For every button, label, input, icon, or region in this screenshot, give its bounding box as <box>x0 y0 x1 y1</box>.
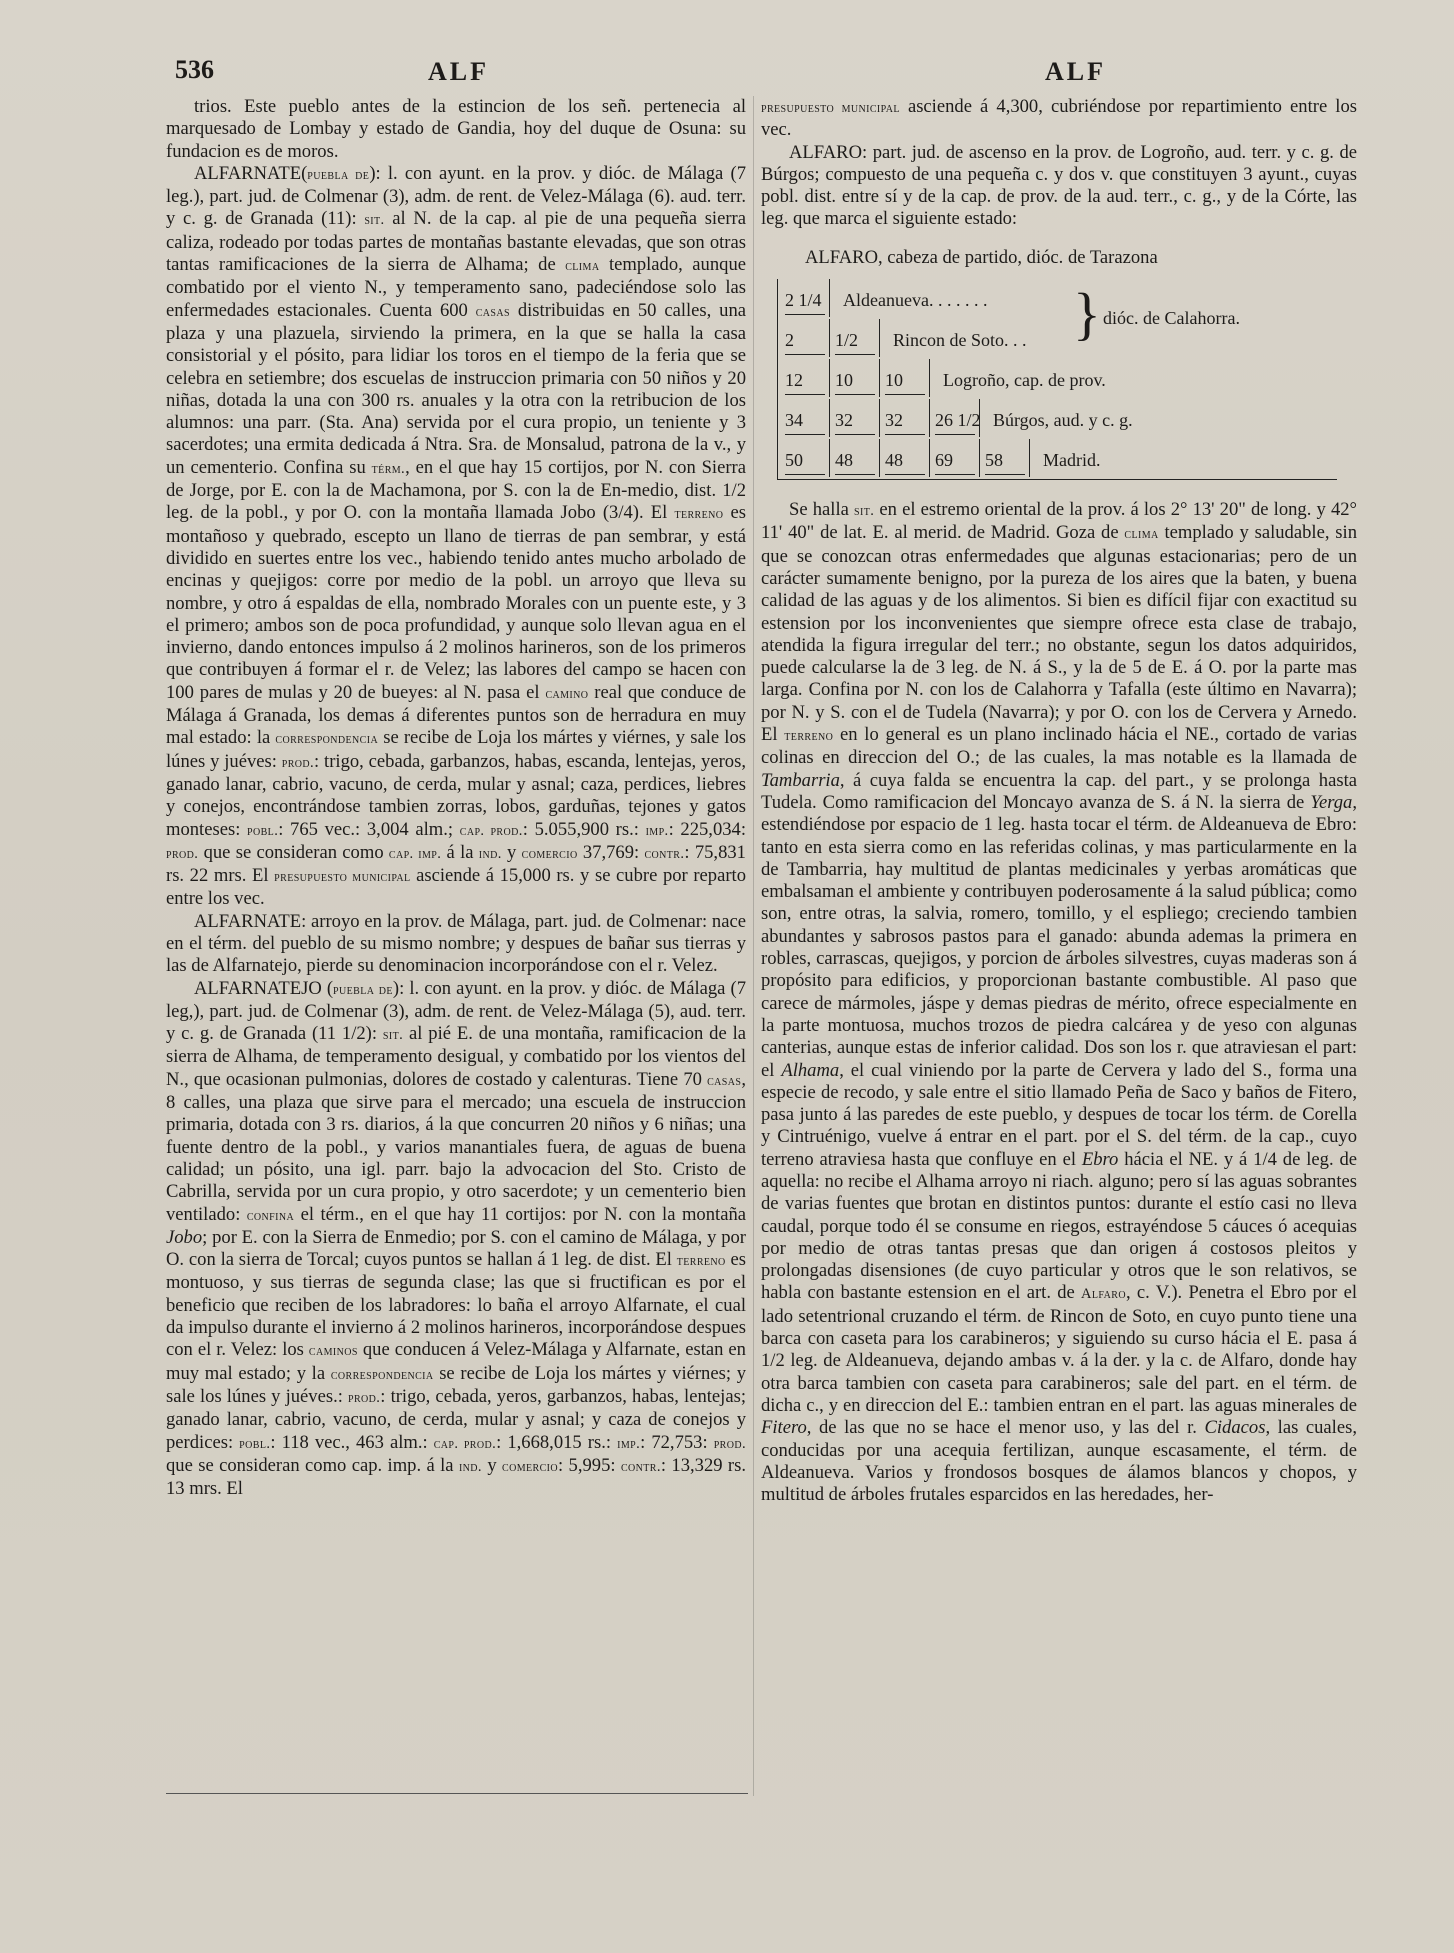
small-caps-run: cap. imp. <box>388 845 442 862</box>
text-run: que conducen á Velez-Málaga y Alfarnate, estan en muy mal estado; y la <box>166 1339 746 1384</box>
text-run: al pié E. de una montaña, ramificacion de la sierra de Alhama, de temperamento desigual, y combatido por los vientos del N., que ocasionan pulmonias, dolores de costado y calenturas. Tiene 70 <box>166 1023 747 1090</box>
cell-underline <box>835 354 875 355</box>
text-run: á la <box>441 841 479 863</box>
text-run: hácia el NE. y á 1/4 de leg. de aquella: no recibe el Alhama arroyo ni riach. alguno; pero sí las aguas sobrantes de varias fuentes que brotan en distintos puntos: durante el estío casi no lleva caudal, porque todo él se consume en riegos, estrayéndose 5 cáuces ó acequias por medio de otras tantas presas que dan origen á costosos pleitos y prolongadas disensiones (de cuyo particular y otros que le son relativos, se habla con bastante estension en el art. de <box>761 1148 1358 1304</box>
small-caps-run: sit. <box>364 212 385 229</box>
cell-underline <box>835 434 875 435</box>
distance-row-label: Búrgos, aud. y c. g. <box>993 410 1133 431</box>
small-caps-run: prod. <box>347 1389 381 1406</box>
small-caps-run: clima <box>1124 526 1159 543</box>
small-caps-run: presupuesto municipal <box>274 869 411 886</box>
small-caps-run: ind. <box>458 1458 482 1475</box>
text-run: : 5.055,900 rs.: <box>522 818 646 840</box>
distance-cell: 1/2 <box>835 330 859 351</box>
text-run: ): l. con ayunt. en la prov. y dióc. de Málaga (7 leg.), part. jud. de Colmenar (3), adm. de rent. de Velez-Málaga (6). aud. terr. y c. g. de Granada (11): <box>166 162 746 230</box>
text-run: asciende á 4,300, cubriéndose por repartimiento entre los vec. <box>761 96 1357 141</box>
italic-run: Jobo <box>166 1226 203 1248</box>
italic-run: Yerga <box>1310 791 1353 813</box>
cell-underline <box>885 474 925 475</box>
small-caps-run: prod. <box>281 754 315 771</box>
italic-run: Alhama <box>781 1059 840 1081</box>
cell-divider <box>829 359 830 397</box>
distance-row-label: Rincon de Soto. . . <box>893 330 1027 351</box>
small-caps-run: contr. <box>644 845 685 862</box>
text-run: el térm., en el que hay 11 cortijos: por N. con la montaña <box>294 1203 746 1225</box>
text-run: que se consideran como <box>198 841 389 863</box>
cell-divider <box>929 439 930 477</box>
italic-run: Cidacos <box>1204 1417 1266 1439</box>
text-run: 37,769: <box>577 841 645 863</box>
distance-table <box>761 247 1357 487</box>
small-caps-run: casas <box>475 303 510 320</box>
cell-divider <box>879 319 880 357</box>
italic-run: Tambarria <box>761 769 840 791</box>
distance-cell: 12 <box>785 370 803 391</box>
small-caps-run: sit. <box>854 503 875 520</box>
cell-divider <box>929 359 930 397</box>
cell-divider <box>879 359 880 397</box>
text-run: : 1,668,015 rs.: <box>496 1431 618 1453</box>
cell-underline <box>985 474 1025 475</box>
text-run: : 765 vec.: 3,004 alm.; <box>278 818 460 840</box>
italic-run: Fitero <box>761 1417 807 1439</box>
distance-cell: 2 1/4 <box>785 290 822 311</box>
right-column <box>761 96 1357 1506</box>
small-caps-run: sit. <box>382 1027 404 1044</box>
running-head-left: ALF <box>428 57 489 86</box>
text-run: en lo general es un plano inclinado hácia el NE., cortado de varias colinas en direccion del O.; de las cuales, la mas notable es la llamada de <box>761 724 1357 769</box>
distance-cell: 50 <box>785 450 803 471</box>
paragraph <box>761 499 1357 1506</box>
cell-underline <box>885 434 925 435</box>
distance-cell: 2 <box>785 330 794 351</box>
small-caps-run: correspondencia <box>330 1366 434 1383</box>
page-number: 536 <box>175 55 214 84</box>
text-run: , el cual viniendo por la parte de Cervera y lado del S., forma una especie de recodo, y sale entre el sitio llamado Peña de Saco y baños de Fitero, pasa junto á las paredes de este pueblo, y despues de tocar los térm. de Corella y Cintruénigo, vuelve á entrar en el part. por el S. del térm. de la cap., cuyo terreno atraviesa hasta que confluye en el <box>761 1059 1357 1170</box>
distance-cell: 10 <box>835 370 853 391</box>
text-run: asciende á 15,000 rs. y se cubre por reparto entre los vec. <box>166 865 746 910</box>
text-run: y <box>501 841 522 863</box>
text-run: es montuoso, y sus tierras de segunda clase; las que si fructifican es por el beneficio que reciben de los labradores: lo baña el arroyo Alfarnate, el cual da impulso durante el invierno á 2 molinos harineros, incorporándose despues con el r. Velez: los <box>166 1249 746 1361</box>
text-run: ALFARO: part. jud. de ascenso en la prov. de Logroño, aud. terr. y c. g. de Búrgos; compuesto de una pequeña c. y dos v. que constituyen 3 ayunt., cuyas pobl. dist. entre sí y de la cap. de prov. de la aud. terr., c. g., y de la Córte, las leg. que marca el siguiente estado: <box>761 141 1357 230</box>
right-column-bottom <box>761 499 1357 1506</box>
text-run: : 75,831 rs. 22 mrs. El <box>166 841 746 887</box>
text-run: ; por E. con la Sierra de Enmedio; por S. con el camino de Málaga, y por O. con la sierra de Torcal; cuyos puntos se hallan á 1 leg. de dist. El <box>166 1226 746 1271</box>
text-run: , las cuales, conducidas por una acequia fertilizan, aunque escasamente, el térm. de Aldeanueva. Varios y frondosos bosques de álamos blancos y chopos, y multitud de árboles frutales esparcidos en las heredades, her- <box>761 1417 1357 1506</box>
cell-divider <box>979 399 980 437</box>
small-caps-run: pobl. <box>239 1435 271 1452</box>
cell-divider <box>829 399 830 437</box>
distance-cell: 69 <box>935 450 953 471</box>
distance-cell: 32 <box>885 410 903 431</box>
paragraph <box>166 978 746 1501</box>
distance-cell: 32 <box>835 410 853 431</box>
cell-divider <box>979 439 980 477</box>
column-divider <box>753 96 754 1796</box>
text-run: , 8 calles, una plaza que sirve para el mercado; una escuela de instruccion primaria, dotada con 3 rs. diarios, á la que concurren 20 niños y 6 niñas; una fuente dentro de la pobl., y varios manantiales fuera, de aguas de buena calidad; un pósito, una igl. parr. bajo la advocacion del Sto. Cristo de Cabrilla, servida por un cura propio, y otro sacerdote; y un cementerio bien ventilado: <box>166 1068 746 1225</box>
paragraph <box>166 96 746 163</box>
distance-cell: 26 1/2 <box>935 410 981 431</box>
distance-row-label: Madrid. <box>1043 450 1101 471</box>
left-column-entries <box>166 96 746 1500</box>
cell-underline <box>785 394 825 395</box>
text-run: al N. de la cap. al pie de una pequeña sierra caliza, rodeado por todas partes de montañas bastante elevadas, que son otras tantas ramificaciones de la sierra de Alhama; de <box>166 208 746 276</box>
small-caps-run: ind. <box>478 845 502 862</box>
small-caps-run: imp. <box>645 822 669 839</box>
small-caps-run: cap. prod. <box>459 822 523 839</box>
cell-underline <box>935 474 975 475</box>
distance-table-title: ALFARO, cabeza de partido, dióc. de Tarazona <box>805 246 1158 268</box>
distance-cell: 58 <box>985 450 1003 471</box>
cell-divider <box>829 319 830 357</box>
cell-underline <box>785 434 825 435</box>
small-caps-run: prod. <box>713 1435 747 1452</box>
paragraph <box>761 142 1357 231</box>
distance-row-label: Logroño, cap. de prov. <box>943 370 1106 391</box>
small-caps-run: clima <box>565 258 600 275</box>
cell-underline <box>785 314 825 315</box>
text-run: , de las que no se hace el menor uso, y las del r. <box>806 1417 1205 1439</box>
cell-divider <box>829 439 830 477</box>
distance-row-label: Aldeanueva. . . . . . . <box>843 290 988 311</box>
brace-label: dióc. de Calahorra. <box>1103 308 1240 329</box>
small-caps-run: térm. <box>371 460 406 477</box>
text-run: ALFARNATE( <box>194 162 308 184</box>
text-run: : trigo, cebada, yeros, garbanzos, habas, lentejas; ganado lanar, cabrio, vacuno, de cerda, mular y asnal; y caza de conejos y perdices: <box>166 1385 746 1453</box>
text-run: que se consideran como cap. imp. á la <box>166 1454 459 1476</box>
text-run: trios. Este pueblo antes de la estincion de los señ. pertenecia al marquesado de Lombay y estado de Gandia, hoy del duque de Osuna: su fundacion es de moros. <box>166 96 746 162</box>
small-caps-run: puebla de <box>333 981 393 998</box>
text-run: , estendiéndose por espacio de 1 leg. hasta tocar el térm. de Aldeanueva de Ebro: tanto en esta sierra como en las referidas colinas, y mas particularmente en la de Tambarria, hay multitud de plantas medicinales y yerbas aromáticas que embalsaman el ambiente y contribuyen poderosamente á la salud pública; como son, entre otras, la salvia, romero, tomillo, y el espliego; creciendo tambien abundantes y sabrosos pastos para el ganado: abunda ademas la primera en robles, carrascas, quejigos, y porcion de árboles silvestres, cuyas maderas son á propósito para edificios, y proporcionan bastante combustible. Al paso que carece de mármoles, jáspe y demas piedras de mérito, ofrece especialmente en la parte montuosa, muchos trozos de piedra calcárea y de yeso con algunas canterias, aunque estas de inferior calidad. Dos son los r. que atraviesan el part: el <box>761 791 1357 1081</box>
table-bottom-border <box>777 479 1337 480</box>
cell-underline <box>835 394 875 395</box>
cell-divider <box>879 399 880 437</box>
text-run: real que conduce de Málaga á Granada, los demas á diferentes puntos son de herradura en muy mal estado: la <box>166 681 746 749</box>
small-caps-run: comercio <box>502 1458 558 1475</box>
text-run: : trigo, cebada, garbanzos, habas, escanda, lentejas, yeros, ganado lanar, cabrio, vacuno, de cerda, mular y asnal; caza, perdices, liebres y conejos, encontrándose tambien zorras, lobos, garduñas, tejones y gatos monteses: <box>166 750 746 840</box>
running-head-right: ALF <box>1045 57 1106 86</box>
text-run: , á cuya falda se encuentra la cap. del part., y se prolonga hasta Tudela. Como ramificacion del Moncayo avanza de S. á N. la sierra de <box>761 769 1357 813</box>
small-caps-run: pobl. <box>247 822 279 839</box>
small-caps-run: Alfaro <box>1081 1286 1126 1303</box>
text-run: : 5,995: <box>558 1454 621 1476</box>
small-caps-run: confina <box>246 1207 295 1224</box>
left-column <box>166 96 746 1500</box>
small-caps-run: camino <box>545 685 589 702</box>
text-run: se recibe de Loja los mártes y viérnes, y sale los lúnes y juéves: <box>166 727 746 772</box>
text-run: es montañoso y quebrado, escepto un llano de tierras de pan sembrar, y está dividido en suertes entre los vec., habiendo tenido antes mucho arbolado de encinas y quejigos: corre por medio de la pobl. un arroyo que lleva su nombre, y otro á espaldas de ella, nombrado Morales con un puente este, y 3 el primero; ambos son de poca profundidad, y aunque solo llevan agua en el invierno, dando entonces impulso á 2 molinos harineros, son de los primeros que contribuyen á formar el r. de Velez; las labores del campo se hacen con 100 pares de mulas y 20 de bueyes: al N. pasa el <box>166 502 746 703</box>
paragraph <box>761 96 1357 142</box>
small-caps-run: terreno <box>784 728 834 745</box>
small-caps-run: prod. <box>166 845 199 862</box>
text-run: se recibe de Loja los mártes y viérnes; y sale los lúnes y juéves.: <box>166 1362 746 1407</box>
text-run: ): l. con ayunt. en la prov. y dióc. de Málaga (7 leg,), part. jud. de Colmenar (3), adm. de rent. de Velez-Málaga (5), aud. terr. y c. g. de Granada (11 1/2): <box>166 977 747 1045</box>
cell-divider <box>879 439 880 477</box>
small-caps-run: presupuesto municipal <box>761 100 900 116</box>
small-caps-run: terreno <box>674 506 724 523</box>
small-caps-run: puebla de <box>307 166 370 183</box>
cell-underline <box>885 394 925 395</box>
small-caps-run: caminos <box>308 1343 358 1360</box>
distance-cell: 48 <box>885 450 903 471</box>
text-run: : 72,753: <box>640 1431 714 1453</box>
cell-underline <box>835 474 875 475</box>
small-caps-run: terreno <box>676 1253 726 1270</box>
distance-cell: 34 <box>785 410 803 431</box>
small-caps-run: correspondencia <box>275 731 379 748</box>
table-left-border <box>777 279 778 479</box>
cell-divider <box>1029 439 1030 477</box>
small-caps-run: comercio <box>521 845 578 862</box>
small-caps-run: imp. <box>617 1435 641 1452</box>
bottom-rule <box>166 1793 748 1794</box>
text-run: templado, aunque combatido por el viento N., y temperamento sano, padeciéndose solo las enfermedades estacionales. Cuenta 600 <box>166 254 746 321</box>
text-run: : 225,034: <box>668 818 747 840</box>
small-caps-run: casas <box>707 1072 742 1089</box>
text-run: distribuidas en 50 calles, una plaza y una plazuela, sirviendo la primera, en la que se halla la casa consistorial y el pósito, para lidiar los toros en el tiempo de la feria que se celebra en setiembre; dos escuelas de instruccion primaria con 50 niños y 20 niñas, dotada la una con 300 rs. anuales y la otra con la retribucion de los alumnos: una parr. (Sta. Ana) servida por el cura propio, un teniente y 3 sacerdotes; una ermita dedicada á Ntra. Sra. de Monsalud, patrona de la v., y un cementerio. Confina su <box>166 299 746 478</box>
text-run: templado y saludable, sin que se conozcan otras enfermedades que algunas estacionarias; pero de un carácter sumamente benigno, por la pureza de los aires que la baten, y buena calidad de las aguas y de los alimentos. Si bien es difícil fijar con exactitud su estension por los inconvenientes que siempre ofrece esta clase de trabajo, atendida la figura irregular del terr.; no obstante, segun los datos adquiridos, puede calcularse la de 3 leg. de N. á S., y la de 5 de E. á O. por la parte mas larga. Confina por N. con los de Calahorra y Tafalla (este último en Navarra); por N. y S. con el de Tudela (Navarra); y por O. con los de Cervera y Arnedo. El <box>761 522 1357 746</box>
text-run: en el estremo oriental de la prov. á los 2° 13' 20" de long. y 42° 11' 40" de lat. E. al merid. de Madrid. Goza de <box>761 499 1357 544</box>
distance-table-grid <box>761 277 1361 487</box>
paragraph <box>166 163 746 911</box>
text-run: : 13,329 rs. 13 mrs. El <box>166 1454 746 1500</box>
right-column-top <box>761 96 1357 231</box>
italic-run: Ebro <box>1081 1148 1119 1170</box>
paragraph <box>166 911 746 978</box>
text-run: ALFARNATE: arroyo en la prov. de Málaga, part. jud. de Colmenar: nace en el térm. del pueblo de su mismo nombre; y despues de bañar sus tierras y las de Alfarnatejo, pierde su denominacion incorporándose con el r. Velez. <box>166 910 746 977</box>
cell-divider <box>929 399 930 437</box>
cell-underline <box>935 434 975 435</box>
text-run: , en el que hay 15 cortijos, por N. con Sierra de Jorge, por E. con la de Machamona, por S. con la de En-medio, dist. 1/2 leg. de la pobl., y por O. con la montaña llamada Jobo (3/4). El <box>166 456 746 524</box>
cell-underline <box>785 354 825 355</box>
text-run: : 118 vec., 463 alm.: <box>270 1431 434 1453</box>
curly-brace: } <box>1073 281 1101 347</box>
cell-divider <box>829 279 830 317</box>
cell-underline <box>785 474 825 475</box>
distance-cell: 10 <box>885 370 903 391</box>
text-run: ALFARNATEJO ( <box>194 977 334 999</box>
small-caps-run: cap. prod. <box>433 1435 497 1452</box>
text-run: , c. V.). Penetra el Ebro por el lado setentrional cruzando el térm. de Rincon de Soto, en cuyo punto tiene una barca con caseta para los carabineros; y siguiendo su curso hácia el E. pasa á 1/2 leg. de Aldeanueva, dejando ambas v. á la der. y la c. de Alfaro, donde hay otra barca tambien con caseta para carabineros; sale del part. en el térm. de dicha c., y en direccion del E.: tambien entran en el part. las aguas minerales de <box>761 1282 1357 1416</box>
text-run: Se halla <box>789 499 855 521</box>
small-caps-run: contr. <box>620 1458 661 1475</box>
distance-cell: 48 <box>835 450 853 471</box>
text-run: y <box>481 1454 503 1476</box>
